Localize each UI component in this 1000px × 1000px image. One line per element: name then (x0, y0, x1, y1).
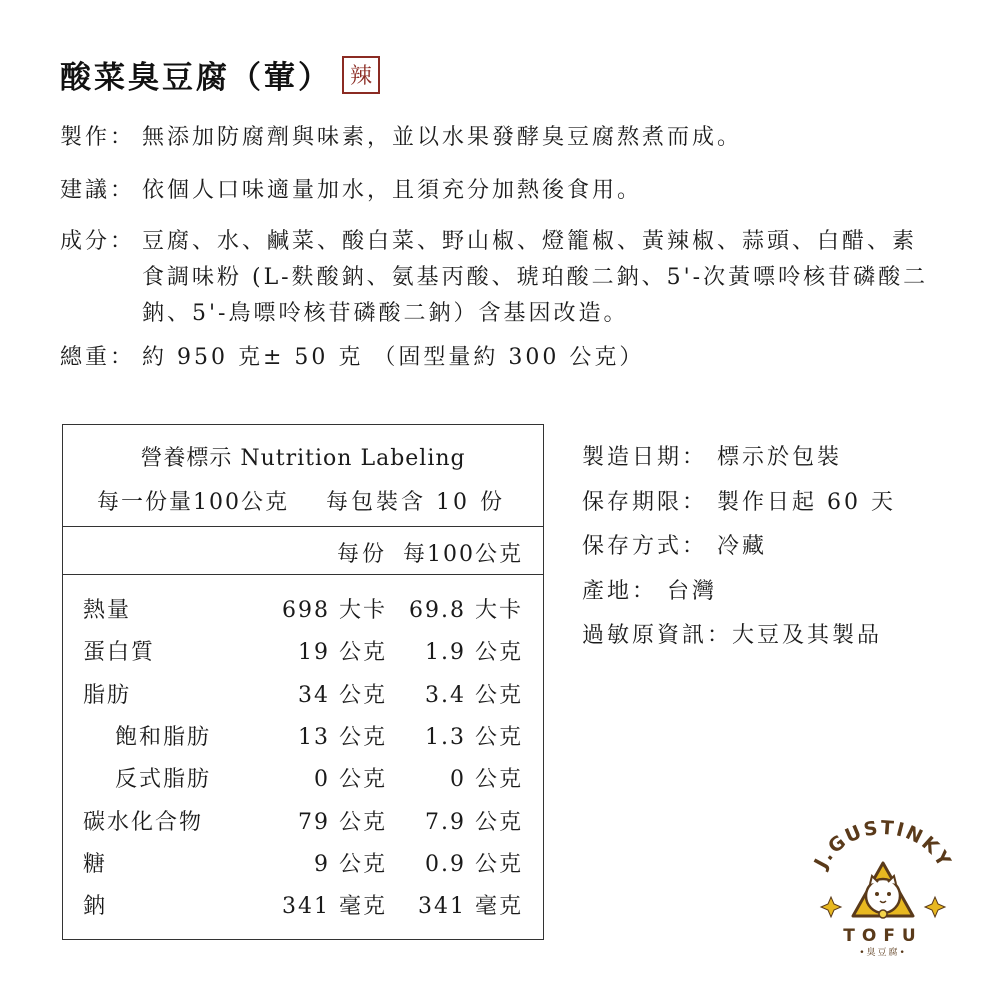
table-divider (63, 574, 543, 575)
info-row (60, 120, 942, 156)
servings-per-pack: 每包裝含 10 份 (326, 490, 505, 515)
nutrition-row (63, 678, 543, 718)
nutrient-per-serving: 19 公克 (298, 640, 387, 666)
info-row (60, 173, 942, 209)
info-line: 鈉、5'-鳥嘌呤核苷磷酸二鈉）含基因改造。 (142, 301, 629, 326)
nutrient-per-serving: 13 公克 (298, 724, 387, 750)
product-title: 酸菜臭豆腐（葷） (60, 60, 332, 96)
tofu-cat-icon (853, 863, 913, 918)
nutrient-per-100g: 0 公克 (450, 767, 523, 793)
info-label: 製作： (60, 125, 136, 150)
info-label: 建議： (60, 178, 136, 203)
brand-logo (808, 808, 958, 958)
nutrient-per-serving: 698 大卡 (282, 598, 387, 623)
nutrition-row (63, 762, 543, 802)
nutrient-per-100g: 1.9 公克 (425, 640, 523, 666)
storage-info-line: 保存方式： 冷藏 (582, 534, 767, 559)
nutrient-name: 碳水化合物 (83, 809, 204, 835)
info-value (142, 173, 942, 209)
info-line: 依個人口味適量加水，且須充分加熱後食用。 (142, 178, 643, 203)
nutrition-row (63, 847, 543, 887)
sparkle-icon (925, 897, 945, 917)
nutrition-row (63, 889, 543, 929)
nutrient-name: 熱量 (83, 598, 132, 623)
info-value (142, 224, 942, 332)
nutrient-per-serving: 0 公克 (314, 767, 387, 793)
nutrition-row (63, 635, 543, 675)
table-divider (63, 526, 543, 527)
nutrient-name: 蛋白質 (83, 640, 156, 666)
spicy-badge: 辣 (342, 56, 380, 94)
nutrient-per-100g: 0.9 公克 (425, 851, 523, 877)
logo-top-text: J.GUSTINKY (810, 816, 956, 873)
storage-info-line: 產地： 台灣 (582, 578, 717, 604)
nutrient-per-serving: 34 公克 (298, 682, 387, 708)
info-line: 豆腐、水、鹹菜、酸白菜、野山椒、燈籠椒、黃辣椒、蒜頭、白醋、素 (142, 229, 918, 254)
col-per-100g: 每100公克 (403, 542, 523, 567)
nutrient-per-serving: 341 毫克 (282, 894, 387, 920)
info-value (142, 340, 942, 376)
nutrient-name: 糖 (83, 851, 108, 877)
nutrition-row (63, 720, 543, 760)
info-line: 約 950 克± 50 克 （固型量約 300 公克） (142, 345, 645, 370)
storage-info-line: 過敏原資訊：大豆及其製品 (582, 623, 883, 648)
nutrient-per-100g: 3.4 公克 (425, 682, 523, 708)
nutrition-title: 營養標示 Nutrition Labeling (140, 446, 466, 471)
info-row (60, 340, 942, 376)
info-line: 無添加防腐劑與味素，並以水果發酵臭豆腐熬煮而成。 (142, 125, 743, 150)
info-label: 成分： (60, 229, 136, 254)
nutrition-table (62, 424, 544, 940)
storage-info-line: 保存期限： 製作日起 60 天 (582, 489, 896, 515)
info-row (60, 224, 942, 332)
nutrient-name: 脂肪 (83, 682, 132, 708)
sparkle-icon (821, 897, 841, 917)
title-row (60, 52, 380, 97)
logo-bottom-text: TOFU (843, 926, 923, 946)
col-per-serving: 每份 (336, 542, 387, 567)
info-label: 總重： (60, 345, 136, 370)
serving-size: 每一份量100公克 (97, 490, 289, 515)
storage-info-line: 製造日期： 標示於包裝 (582, 445, 842, 470)
nutrient-per-100g: 341 毫克 (418, 894, 523, 920)
nutrient-name: 反式脂肪 (115, 767, 212, 793)
nutrient-per-100g: 1.3 公克 (425, 724, 523, 750)
info-line: 食調味粉 (L-麩酸鈉、氨基丙酸、琥珀酸二鈉、5'-次黃嘌呤核苷磷酸二 (142, 265, 929, 290)
nutrition-row (63, 593, 543, 633)
nutrient-per-serving: 79 公克 (298, 809, 387, 835)
nutrient-name: 鈉 (83, 894, 108, 920)
logo-sub-text: •臭豆腐• (859, 948, 907, 958)
nutrient-per-serving: 9 公克 (314, 851, 387, 877)
nutrient-per-100g: 7.9 公克 (425, 809, 523, 835)
info-value (142, 120, 942, 156)
nutrient-name: 飽和脂肪 (115, 724, 212, 750)
nutrition-row (63, 805, 543, 845)
nutrient-per-100g: 69.8 大卡 (409, 598, 523, 623)
